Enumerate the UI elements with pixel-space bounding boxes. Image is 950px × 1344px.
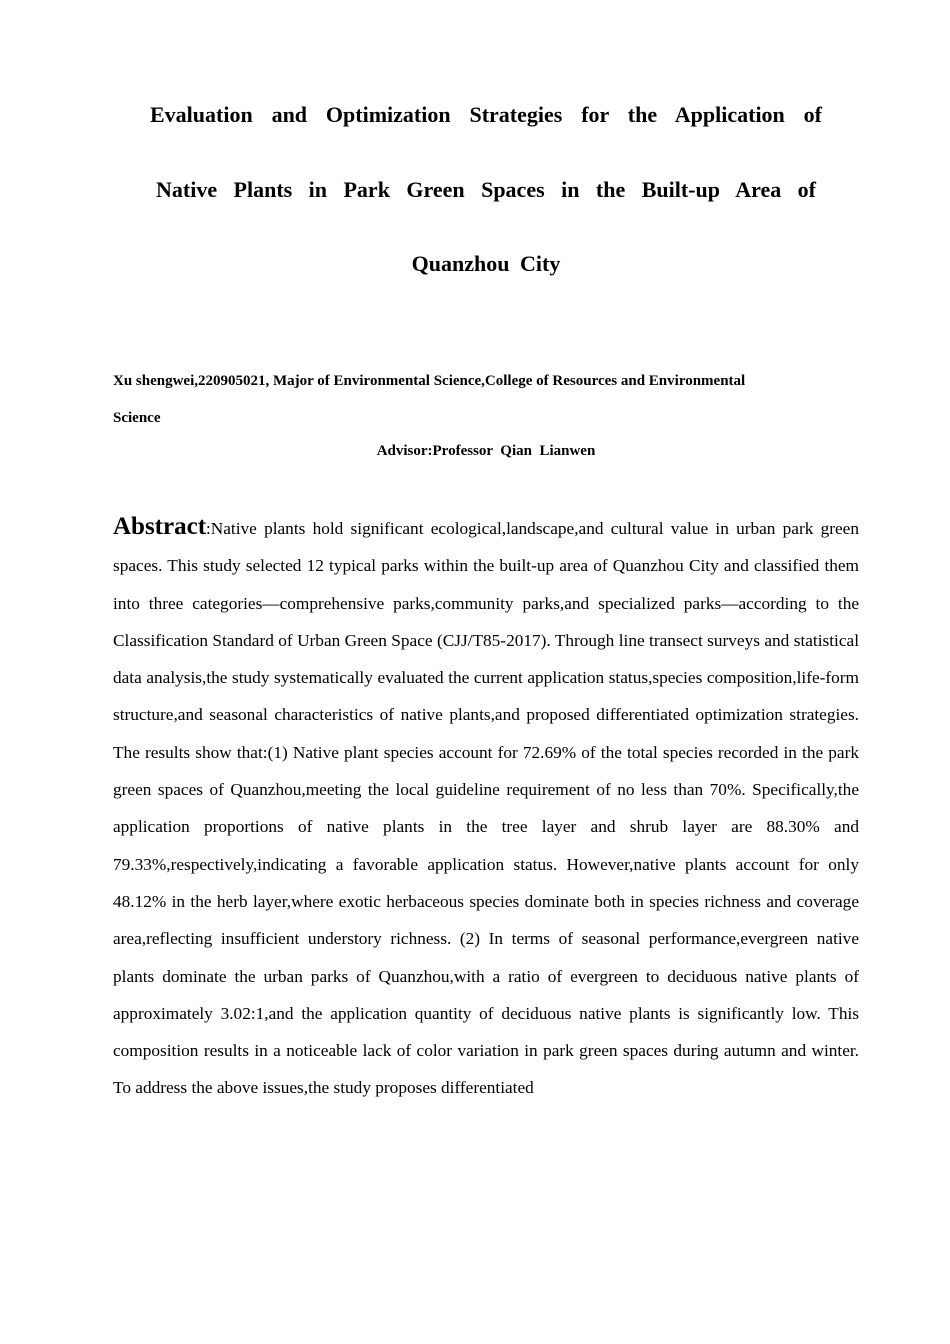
- abstract-body: Native plants hold significant ecological,landscape,and cultural value in urban park green spaces. This study selected 12 typical parks within the built-up area of Quanzhou City and classified them into three categories—comprehensive parks,community parks,and specialized parks—according to the Classification Standard of Urban Green Space (CJJ/T85-2017). Through line transect surveys and statistical data analysis,the study systematically evaluated the current application status,species composition,life-form structure,and seasonal characteristics of native plants,and proposed differentiated optimization strategies. The results show that:(1) Native plant species account for 72.69% of the total species recorded in the park green spaces of Quanzhou,meeting the local guideline requirement of no less than 70%. Specifically,the application proportions of native plants in the tree layer and shrub layer are 88.30% and 79.33%,respectively,indicating a favorable application status. However,native plants account for only 48.12% in the herb layer,where exotic herbaceous species dominate both in species richness and coverage area,reflecting insufficient understory richness. (2) In terms of seasonal performance,evergreen native plants dominate the urban parks of Quanzhou,with a ratio of evergreen to deciduous native plants of approximately 3.02:1,and the application quantity of deciduous native plants is significantly low. This composition results in a noticeable lack of color variation in park green spaces during autumn and winter. To address the above issues,the study proposes differentiated: [113, 519, 859, 1098]
- advisor-line: Advisor:Professor Qian Lianwen: [376, 443, 596, 459]
- author-info-line-1: Xu shengwei,220905021, Major of Environmental Science,College of Resources and Environmental: [113, 373, 746, 389]
- title-line-1: Evaluation and Optimization Strategies for the Application of: [150, 102, 822, 127]
- title-line-2: Native Plants in Park Green Spaces in the Built-up Area of: [156, 177, 816, 202]
- author-info-line-2: Science: [113, 410, 161, 426]
- abstract-paragraph: [113, 508, 859, 1107]
- abstract-colon: :: [206, 519, 211, 538]
- abstract-heading: Abstract: [113, 513, 207, 540]
- title-line-3: Quanzhou City: [411, 251, 561, 276]
